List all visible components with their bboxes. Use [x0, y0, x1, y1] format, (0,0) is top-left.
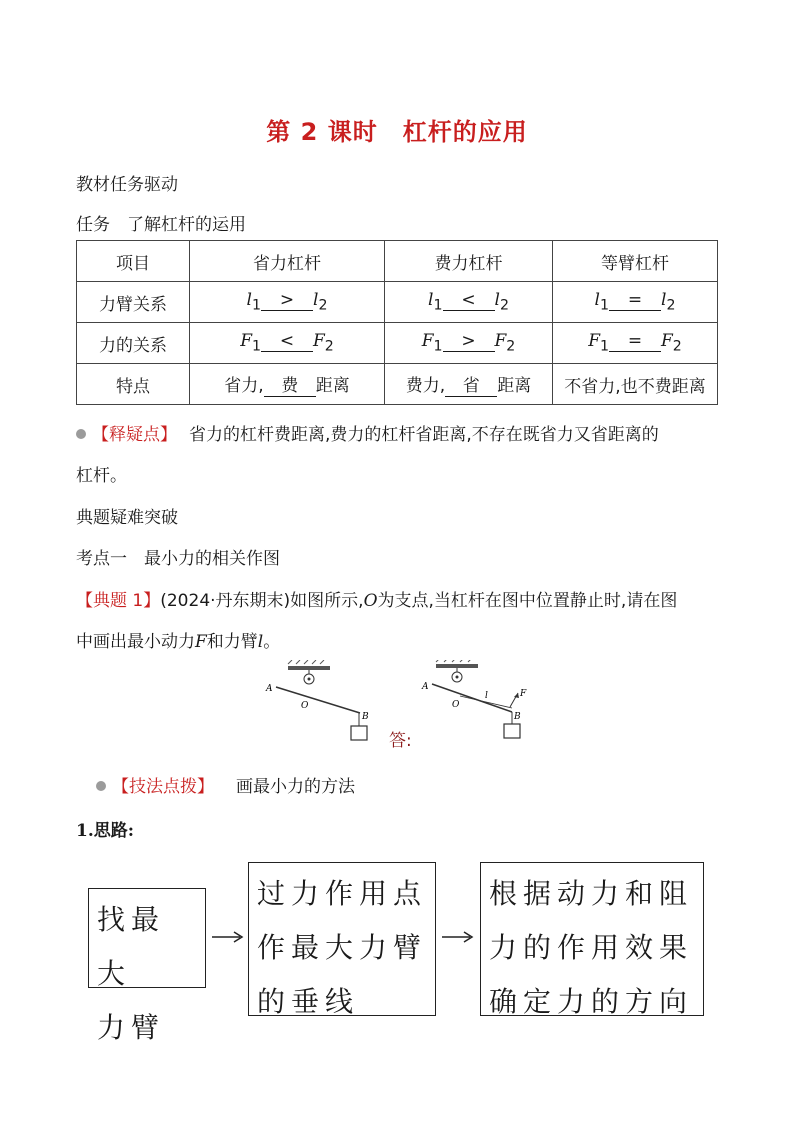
answer-blank: >	[443, 331, 495, 352]
cell-text: 距离	[315, 376, 350, 396]
tip-label: 【技法点拨】	[112, 777, 214, 797]
row-label: 力的关系	[77, 323, 190, 364]
answer-blank: =	[609, 331, 661, 352]
table-cell	[553, 323, 718, 364]
section-heading-textbook: 教材任务驱动	[76, 175, 178, 195]
symbol: F	[195, 632, 207, 652]
cell-text: 省力,	[224, 376, 264, 396]
subscript: 1	[433, 297, 443, 314]
table-cell	[190, 364, 385, 405]
subscript: 2	[499, 297, 509, 314]
symbol: F	[313, 331, 325, 352]
subscript: 2	[506, 338, 516, 355]
subscript: 1	[599, 297, 609, 314]
clarify-text: 省力的杠杆费距离,费力的杠杆省距离,不存在既省力又省距离的	[189, 425, 659, 445]
clarify-label: 【释疑点】	[92, 425, 177, 445]
cell-text: 距离	[497, 376, 532, 396]
symbol: l	[594, 290, 600, 311]
right-arrow-icon	[212, 930, 244, 944]
answer-blank: <	[261, 331, 313, 352]
table-header-row	[77, 241, 718, 282]
flow-box-step2	[248, 862, 436, 1016]
row-label: 力臂关系	[77, 282, 190, 323]
label-l: l	[485, 691, 488, 701]
table-cell	[385, 323, 553, 364]
answer-blank: 省	[445, 371, 497, 397]
subscript: 2	[672, 338, 682, 355]
lever-comparison-table	[76, 240, 718, 405]
symbol: l	[257, 632, 264, 652]
example-text: 。	[263, 632, 281, 652]
lever-bar	[432, 684, 512, 712]
table-header-cell: 项目	[77, 241, 190, 282]
subscript: 2	[324, 338, 334, 355]
table-header-cell: 费力杠杆	[385, 241, 553, 282]
table-cell	[385, 282, 553, 323]
table-header-cell: 等臂杠杆	[553, 241, 718, 282]
symbol: l	[313, 290, 319, 311]
bullet-dot-icon	[96, 781, 106, 791]
steps-heading: 1.思路:	[76, 821, 135, 841]
symbol: F	[588, 331, 600, 352]
flow-text: 作最大力臂	[257, 931, 428, 964]
section-heading-examples: 典题疑难突破	[76, 508, 178, 528]
label-b: B	[514, 712, 521, 722]
table-cell	[190, 323, 385, 364]
label-o: O	[452, 700, 460, 710]
subscript: 1	[433, 338, 443, 355]
table-cell	[190, 282, 385, 323]
answer-blank: 费	[264, 371, 316, 397]
example-text: (2024·丹东期末)如图所示,	[160, 591, 364, 611]
example-question-cont	[76, 627, 280, 652]
table-cell: 不省力,也不费距离	[553, 364, 718, 405]
answer-label: 答:	[389, 731, 412, 748]
right-arrow-icon	[442, 930, 474, 944]
symbol: O	[363, 591, 378, 611]
answer-blank: <	[443, 290, 495, 311]
weight-block	[504, 724, 520, 738]
label-o: O	[301, 701, 309, 711]
example-question	[76, 586, 677, 611]
table-row-force	[77, 323, 718, 364]
symbol: F	[494, 331, 507, 352]
lever-diagram-question	[265, 660, 369, 740]
row-label: 特点	[77, 364, 190, 405]
weight-block	[351, 726, 367, 740]
flow-box-step1	[88, 888, 206, 1044]
label-f: F	[520, 689, 527, 699]
symbol: l	[661, 290, 667, 311]
clarify-note	[76, 420, 659, 445]
lever-figure	[256, 660, 546, 748]
table-row-arm	[77, 282, 718, 323]
example-text: 中画出最小动力	[76, 632, 195, 652]
flow-text: 力臂	[97, 1011, 166, 1044]
ceiling-support	[288, 666, 330, 670]
subscript: 1	[251, 297, 261, 314]
example-label: 【典题 1】	[76, 591, 161, 611]
technique-tip	[96, 772, 355, 797]
symbol: l	[494, 290, 500, 311]
page-title: 第 2 课时 杠杆的应用	[266, 118, 528, 146]
symbol: F	[661, 331, 673, 352]
table-row-feature	[77, 364, 718, 405]
answer-blank: =	[609, 290, 661, 311]
example-text: 为支点,当杠杆在图中位置静止时,请在图	[377, 591, 678, 611]
subscript: 2	[666, 297, 676, 314]
symbol: l	[246, 290, 252, 311]
task-heading: 任务 了解杠杆的运用	[76, 215, 246, 235]
flow-box-step3	[480, 862, 704, 1016]
flow-text: 找最大	[97, 903, 166, 990]
ceiling-support	[436, 664, 478, 668]
clarify-text-cont: 杠杆。	[76, 466, 127, 486]
topic-heading: 考点一 最小力的相关作图	[76, 549, 280, 569]
symbol: F	[240, 331, 252, 352]
label-b: B	[362, 712, 369, 722]
cell-text: 费力,	[405, 376, 446, 396]
subscript: 1	[599, 338, 609, 355]
flow-text: 的垂线	[257, 985, 360, 1018]
label-a: A	[266, 684, 273, 694]
subscript: 1	[251, 338, 261, 355]
table-header-cell: 省力杠杆	[190, 241, 385, 282]
symbol: F	[421, 331, 434, 352]
flow-text: 力的作用效果	[489, 931, 694, 964]
table-cell	[553, 282, 718, 323]
flow-text: 根据动力和阻	[489, 877, 694, 910]
flow-text: 确定力的方向	[489, 985, 694, 1018]
subscript: 2	[318, 297, 328, 314]
lever-bar	[276, 687, 360, 713]
tip-text: 画最小力的方法	[236, 777, 355, 797]
answer-blank: >	[261, 290, 313, 311]
lever-diagram-answer	[421, 660, 527, 738]
flow-text: 过力作用点	[257, 877, 428, 910]
symbol: l	[428, 290, 434, 311]
table-cell	[385, 364, 553, 405]
bullet-dot-icon	[76, 429, 86, 439]
label-a: A	[422, 682, 429, 692]
example-text: 和力臂	[206, 632, 258, 652]
